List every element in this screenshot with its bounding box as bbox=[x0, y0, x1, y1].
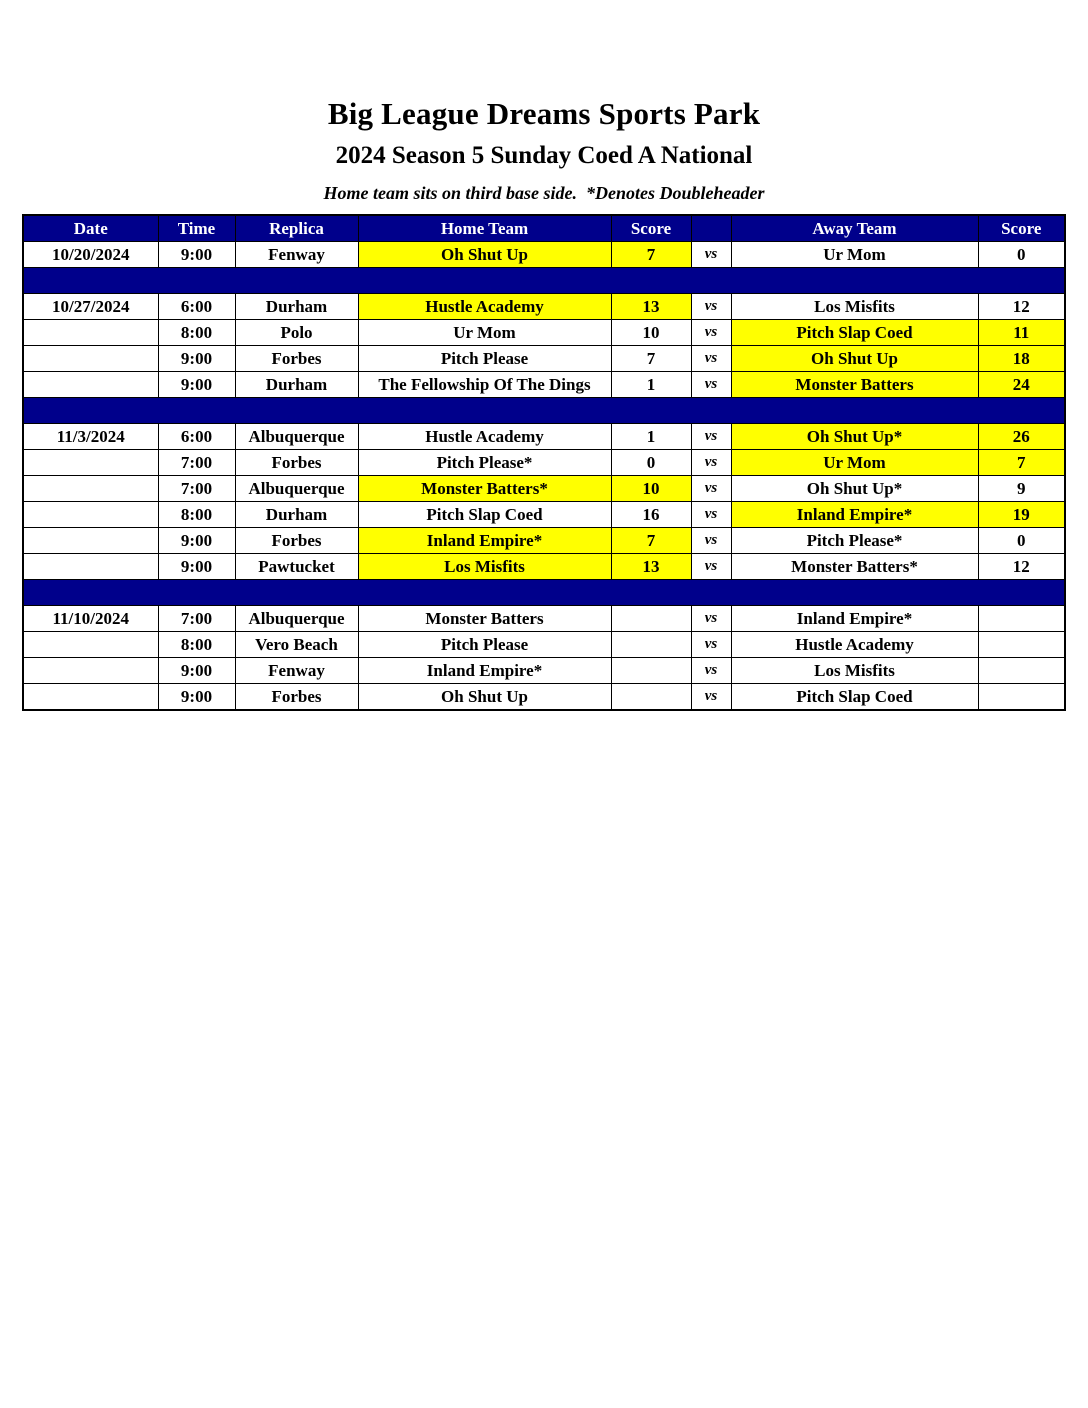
away-score-cell: 12 bbox=[978, 294, 1065, 320]
time-cell: 7:00 bbox=[158, 476, 235, 502]
game-row bbox=[23, 320, 1065, 346]
time-cell: 9:00 bbox=[158, 684, 235, 711]
replica-cell: Polo bbox=[235, 320, 358, 346]
time-cell: 6:00 bbox=[158, 294, 235, 320]
away-team-cell: Ur Mom bbox=[731, 242, 978, 268]
game-row bbox=[23, 476, 1065, 502]
home-team-cell: Hustle Academy bbox=[358, 294, 611, 320]
time-cell: 8:00 bbox=[158, 632, 235, 658]
date-cell: 10/27/2024 bbox=[23, 294, 158, 320]
time-cell: 8:00 bbox=[158, 320, 235, 346]
vs-cell: vs bbox=[691, 476, 731, 502]
replica-cell: Durham bbox=[235, 502, 358, 528]
schedule-table bbox=[22, 214, 1066, 711]
game-row bbox=[23, 294, 1065, 320]
away-score-cell: 26 bbox=[978, 424, 1065, 450]
home-team-cell: Pitch Slap Coed bbox=[358, 502, 611, 528]
home-team-cell: Oh Shut Up bbox=[358, 242, 611, 268]
home-team-cell: Oh Shut Up bbox=[358, 684, 611, 711]
date-cell bbox=[23, 346, 158, 372]
home-team-cell: Pitch Please bbox=[358, 632, 611, 658]
vs-cell: vs bbox=[691, 658, 731, 684]
home-team-cell: Inland Empire* bbox=[358, 528, 611, 554]
vs-cell: vs bbox=[691, 346, 731, 372]
replica-cell: Durham bbox=[235, 294, 358, 320]
away-team-cell: Oh Shut Up* bbox=[731, 476, 978, 502]
home-score-cell: 1 bbox=[611, 424, 691, 450]
game-row bbox=[23, 372, 1065, 398]
replica-cell: Forbes bbox=[235, 346, 358, 372]
away-team-cell: Pitch Slap Coed bbox=[731, 320, 978, 346]
replica-cell: Albuquerque bbox=[235, 476, 358, 502]
page-subtitle: 2024 Season 5 Sunday Coed A National bbox=[335, 142, 753, 169]
home-score-cell: 10 bbox=[611, 476, 691, 502]
date-cell bbox=[23, 684, 158, 711]
separator-row bbox=[23, 268, 1065, 294]
replica-cell: Durham bbox=[235, 372, 358, 398]
header-replica: Replica bbox=[235, 215, 358, 242]
vs-cell: vs bbox=[691, 554, 731, 580]
separator-row bbox=[23, 580, 1065, 606]
away-score-cell bbox=[978, 632, 1065, 658]
vs-cell: vs bbox=[691, 424, 731, 450]
home-score-cell bbox=[611, 658, 691, 684]
time-cell: 9:00 bbox=[158, 554, 235, 580]
away-score-cell: 11 bbox=[978, 320, 1065, 346]
time-cell: 9:00 bbox=[158, 242, 235, 268]
header-date: Date bbox=[23, 215, 158, 242]
date-cell bbox=[23, 632, 158, 658]
away-score-cell bbox=[978, 658, 1065, 684]
date-cell bbox=[23, 372, 158, 398]
time-cell: 9:00 bbox=[158, 528, 235, 554]
time-cell: 7:00 bbox=[158, 606, 235, 632]
time-cell: 6:00 bbox=[158, 424, 235, 450]
time-cell: 9:00 bbox=[158, 372, 235, 398]
away-score-cell: 7 bbox=[978, 450, 1065, 476]
page-title: Big League Dreams Sports Park bbox=[327, 96, 761, 131]
home-score-cell: 7 bbox=[611, 528, 691, 554]
replica-cell: Albuquerque bbox=[235, 606, 358, 632]
replica-cell: Forbes bbox=[235, 684, 358, 711]
vs-cell: vs bbox=[691, 632, 731, 658]
home-score-cell bbox=[611, 606, 691, 632]
home-score-cell: 0 bbox=[611, 450, 691, 476]
separator-cell bbox=[23, 398, 1065, 424]
replica-cell: Albuquerque bbox=[235, 424, 358, 450]
header-home-team: Home Team bbox=[358, 215, 611, 242]
separator-cell bbox=[23, 268, 1065, 294]
game-row bbox=[23, 242, 1065, 268]
header-row bbox=[23, 215, 1065, 242]
home-score-cell: 10 bbox=[611, 320, 691, 346]
away-score-cell: 0 bbox=[978, 242, 1065, 268]
away-team-cell: Inland Empire* bbox=[731, 606, 978, 632]
away-team-cell: Monster Batters* bbox=[731, 554, 978, 580]
home-team-cell: Pitch Please bbox=[358, 346, 611, 372]
away-score-cell bbox=[978, 684, 1065, 711]
header-time: Time bbox=[158, 215, 235, 242]
time-cell: 9:00 bbox=[158, 346, 235, 372]
away-team-cell: Pitch Slap Coed bbox=[731, 684, 978, 711]
home-score-cell: 16 bbox=[611, 502, 691, 528]
away-team-cell: Monster Batters bbox=[731, 372, 978, 398]
vs-cell: vs bbox=[691, 294, 731, 320]
home-score-cell: 13 bbox=[611, 554, 691, 580]
home-team-cell: Los Misfits bbox=[358, 554, 611, 580]
vs-cell: vs bbox=[691, 242, 731, 268]
game-row bbox=[23, 554, 1065, 580]
game-row bbox=[23, 632, 1065, 658]
page-note: Home team sits on third base side. *Denotes Doubleheader bbox=[323, 183, 765, 203]
home-team-cell: Pitch Please* bbox=[358, 450, 611, 476]
away-score-cell: 9 bbox=[978, 476, 1065, 502]
separator-cell bbox=[23, 580, 1065, 606]
header-away-score: Score bbox=[978, 215, 1065, 242]
header-away-team: Away Team bbox=[731, 215, 978, 242]
time-cell: 9:00 bbox=[158, 658, 235, 684]
replica-cell: Forbes bbox=[235, 450, 358, 476]
vs-cell: vs bbox=[691, 320, 731, 346]
away-team-cell: Oh Shut Up* bbox=[731, 424, 978, 450]
home-score-cell: 7 bbox=[611, 242, 691, 268]
game-row bbox=[23, 424, 1065, 450]
away-team-cell: Pitch Please* bbox=[731, 528, 978, 554]
away-score-cell: 12 bbox=[978, 554, 1065, 580]
game-row bbox=[23, 684, 1065, 711]
date-cell bbox=[23, 502, 158, 528]
date-cell: 10/20/2024 bbox=[23, 242, 158, 268]
replica-cell: Forbes bbox=[235, 528, 358, 554]
date-cell bbox=[23, 450, 158, 476]
away-score-cell: 24 bbox=[978, 372, 1065, 398]
vs-cell: vs bbox=[691, 450, 731, 476]
away-team-cell: Inland Empire* bbox=[731, 502, 978, 528]
date-cell: 11/3/2024 bbox=[23, 424, 158, 450]
home-team-cell: Monster Batters* bbox=[358, 476, 611, 502]
replica-cell: Fenway bbox=[235, 242, 358, 268]
away-score-cell: 18 bbox=[978, 346, 1065, 372]
away-team-cell: Ur Mom bbox=[731, 450, 978, 476]
home-score-cell: 7 bbox=[611, 346, 691, 372]
date-cell bbox=[23, 320, 158, 346]
vs-cell: vs bbox=[691, 684, 731, 711]
header-home-score: Score bbox=[611, 215, 691, 242]
away-team-cell: Los Misfits bbox=[731, 658, 978, 684]
vs-cell: vs bbox=[691, 502, 731, 528]
game-row bbox=[23, 346, 1065, 372]
away-team-cell: Hustle Academy bbox=[731, 632, 978, 658]
date-cell bbox=[23, 476, 158, 502]
schedule-table-body bbox=[23, 242, 1065, 711]
vs-cell: vs bbox=[691, 528, 731, 554]
home-team-cell: Inland Empire* bbox=[358, 658, 611, 684]
date-cell bbox=[23, 554, 158, 580]
replica-cell: Fenway bbox=[235, 658, 358, 684]
home-score-cell bbox=[611, 684, 691, 711]
game-row bbox=[23, 658, 1065, 684]
replica-cell: Pawtucket bbox=[235, 554, 358, 580]
home-team-cell: Hustle Academy bbox=[358, 424, 611, 450]
away-score-cell: 19 bbox=[978, 502, 1065, 528]
vs-cell: vs bbox=[691, 606, 731, 632]
separator-row bbox=[23, 398, 1065, 424]
time-cell: 7:00 bbox=[158, 450, 235, 476]
date-cell bbox=[23, 528, 158, 554]
replica-cell: Vero Beach bbox=[235, 632, 358, 658]
header-vs-spacer bbox=[691, 215, 731, 242]
home-team-cell: Ur Mom bbox=[358, 320, 611, 346]
home-score-cell bbox=[611, 632, 691, 658]
away-score-cell bbox=[978, 606, 1065, 632]
home-score-cell: 13 bbox=[611, 294, 691, 320]
away-team-cell: Oh Shut Up bbox=[731, 346, 978, 372]
home-team-cell: The Fellowship Of The Dings bbox=[358, 372, 611, 398]
time-cell: 8:00 bbox=[158, 502, 235, 528]
date-cell bbox=[23, 658, 158, 684]
home-score-cell: 1 bbox=[611, 372, 691, 398]
date-cell: 11/10/2024 bbox=[23, 606, 158, 632]
game-row bbox=[23, 502, 1065, 528]
away-team-cell: Los Misfits bbox=[731, 294, 978, 320]
home-team-cell: Monster Batters bbox=[358, 606, 611, 632]
game-row bbox=[23, 450, 1065, 476]
game-row bbox=[23, 528, 1065, 554]
away-score-cell: 0 bbox=[978, 528, 1065, 554]
game-row bbox=[23, 606, 1065, 632]
vs-cell: vs bbox=[691, 372, 731, 398]
